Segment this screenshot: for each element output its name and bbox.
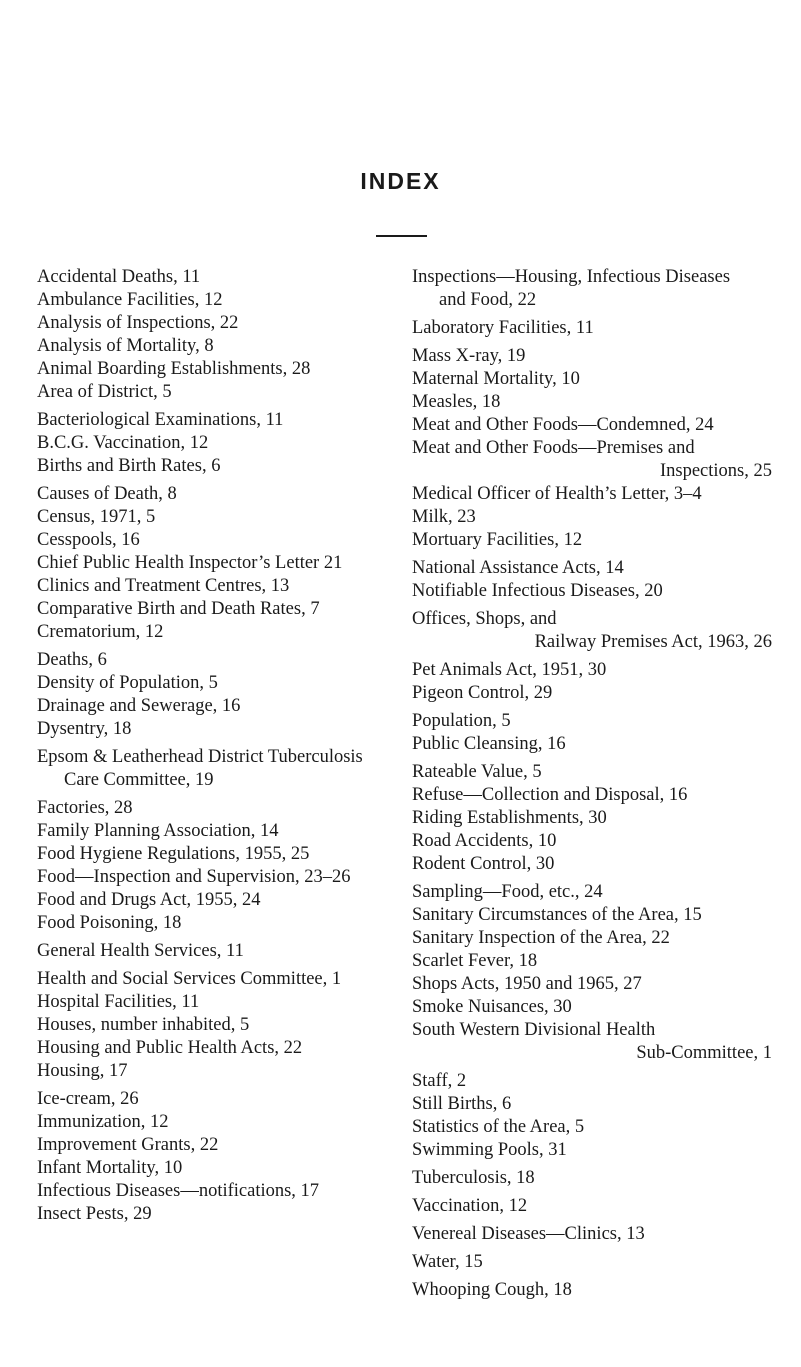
index-entry [412,345,772,368]
index-entry [412,414,772,437]
index-entry-text: Improvement Grants, 22 [37,1135,219,1155]
index-entry-text: Sanitary Circumstances of the Area, 15 [412,905,702,925]
index-entry [37,358,382,381]
index-entry [412,1195,772,1218]
index-entry-text: Water, 15 [412,1252,483,1272]
index-entry-text: Hospital Facilities, 11 [37,992,200,1012]
index-entry [412,1093,772,1116]
index-entry-text: Housing and Public Health Acts, 22 [37,1038,303,1058]
index-entry-continuation: Sub-Committee, 1 [636,1043,772,1063]
index-entry [37,381,382,404]
index-entry [37,746,382,792]
index-entry [412,830,772,853]
index-entry [412,996,772,1019]
index-entry-text: Smoke Nuisances, 30 [412,997,572,1017]
index-entry [412,784,772,807]
index-entry-text: Meat and Other Foods—Premises and [412,438,695,458]
index-column-left [37,266,382,1226]
index-entry-text: Bacteriological Examinations, 11 [37,410,284,430]
index-entry-text: Staff, 2 [412,1071,467,1091]
index-entry [37,991,382,1014]
index-entry-text: Dysentry, 18 [37,719,132,739]
index-entry-text: Medical Officer of Health’s Letter, 3–4 [412,484,702,504]
index-entry-text: National Assistance Acts, 14 [412,558,624,578]
index-entry [37,266,382,289]
index-entry [412,1139,772,1162]
index-entry [412,682,772,705]
index-entry-text: Census, 1971, 5 [37,507,156,527]
index-entry [37,695,382,718]
index-entry-text: South Western Divisional Health [412,1020,656,1040]
index-entry-text: Ambulance Facilities, 12 [37,290,223,310]
index-entry [37,621,382,644]
index-entry-text: Family Planning Association, 14 [37,821,279,841]
index-entry [37,1111,382,1134]
index-entry-text: Sampling—Food, etc., 24 [412,882,603,902]
index-entry-text: Food and Drugs Act, 1955, 24 [37,890,261,910]
index-entry-text: Ice-cream, 26 [37,1089,139,1109]
index-entry [412,973,772,996]
index-entry-text: Epsom & Leatherhead District Tuberculosis [37,747,363,767]
index-entry [37,889,382,912]
index-entry-text: Measles, 18 [412,392,501,412]
index-entry [412,1251,772,1274]
index-entry [37,1037,382,1060]
index-entry [412,391,772,414]
index-entry-text: Cesspools, 16 [37,530,140,550]
index-entry [412,483,772,506]
index-entry-text: Maternal Mortality, 10 [412,369,580,389]
index-entry-text: General Health Services, 11 [37,941,244,961]
index-entry [412,904,772,927]
index-entry [412,807,772,830]
index-entry-text: Food Hygiene Regulations, 1955, 25 [37,844,310,864]
index-entry-text: Housing, 17 [37,1061,128,1081]
index-entry-text: Analysis of Mortality, 8 [37,336,214,356]
index-entry [37,718,382,741]
index-entry [412,608,772,654]
index-entry-text: Statistics of the Area, 5 [412,1117,585,1137]
index-entry-text: Density of Population, 5 [37,673,218,693]
index-entry [37,1134,382,1157]
index-entry [412,557,772,580]
index-entry [37,575,382,598]
index-entry [37,1203,382,1226]
index-entry [412,761,772,784]
index-entry-text: Drainage and Sewerage, 16 [37,696,241,716]
index-entry-text: Mortuary Facilities, 12 [412,530,583,550]
index-entry [412,927,772,950]
index-entry-text: Pet Animals Act, 1951, 30 [412,660,607,680]
index-entry [412,437,772,483]
index-entry-text: Road Accidents, 10 [412,831,557,851]
index-entry-text: Laboratory Facilities, 11 [412,318,594,338]
index-entry [412,1167,772,1190]
index-entry-text: Analysis of Inspections, 22 [37,313,239,333]
index-entry-text: Meat and Other Foods—Condemned, 24 [412,415,714,435]
index-entry [37,843,382,866]
index-entry [37,455,382,478]
index-entry-text: Deaths, 6 [37,650,107,670]
index-entry [412,950,772,973]
index-entry [37,866,382,889]
index-entry [37,1014,382,1037]
index-entry [412,368,772,391]
index-entry [412,266,772,312]
index-entry [412,1070,772,1093]
index-entry-text: Riding Establishments, 30 [412,808,607,828]
index-entry [37,797,382,820]
index-entry [412,710,772,733]
index-entry [37,335,382,358]
index-entry-text: Animal Boarding Establishments, 28 [37,359,311,379]
index-entry [37,529,382,552]
index-entry-text: Food—Inspection and Supervision, 23–26 [37,867,351,887]
index-entry [412,580,772,603]
index-entry [37,1157,382,1180]
index-entry-text: Rodent Control, 30 [412,854,555,874]
index-entry-text: Venereal Diseases—Clinics, 13 [412,1224,645,1244]
index-entry-text: Mass X-ray, 19 [412,346,526,366]
index-entry-continuation: Railway Premises Act, 1963, 26 [534,632,772,652]
index-entry-text: Rateable Value, 5 [412,762,542,782]
index-entry [37,598,382,621]
index-entry-text: Sanitary Inspection of the Area, 22 [412,928,670,948]
index-entry [37,506,382,529]
index-entry-text: Scarlet Fever, 18 [412,951,538,971]
index-entry [37,1088,382,1111]
index-entry [37,483,382,506]
index-column-right [412,266,772,1302]
index-entry [412,853,772,876]
index-entry [412,1279,772,1302]
index-entry-text: Births and Birth Rates, 6 [37,456,221,476]
index-entry [37,289,382,312]
index-entry-text: Health and Social Services Committee, 1 [37,969,342,989]
index-entry-text: B.C.G. Vaccination, 12 [37,433,209,453]
index-entry [412,529,772,552]
index-entry-text: Milk, 23 [412,507,476,527]
index-entry [37,940,382,963]
index-entry [412,317,772,340]
index-entry-text: Chief Public Health Inspector’s Letter 21 [37,553,343,573]
index-entry-text: Notifiable Infectious Diseases, 20 [412,581,663,601]
page-title: INDEX [360,168,441,194]
index-entry-text: Area of District, 5 [37,382,172,402]
index-entry-continuation: Inspections, 25 [659,461,772,481]
index-entry-continuation: and Food, 22 [439,290,537,310]
index-entry [37,312,382,335]
index-entry-text: Pigeon Control, 29 [412,683,553,703]
index-entry-text: Whooping Cough, 18 [412,1280,572,1300]
index-entry [37,1060,382,1083]
index-entry [412,506,772,529]
index-entry [37,820,382,843]
index-entry [37,1180,382,1203]
index-entry-text: Public Cleansing, 16 [412,734,566,754]
index-entry-text: Insect Pests, 29 [37,1204,152,1224]
index-entry [412,1116,772,1139]
index-entry-text: Shops Acts, 1950 and 1965, 27 [412,974,642,994]
index-entry-text: Infant Mortality, 10 [37,1158,183,1178]
index-entry-continuation: Care Committee, 19 [64,770,214,790]
index-entry [37,552,382,575]
index-entry-text: Swimming Pools, 31 [412,1140,567,1160]
index-entry [37,912,382,935]
index-entry [37,409,382,432]
index-entry [37,649,382,672]
index-entry [412,659,772,682]
index-entry-text: Still Births, 6 [412,1094,512,1114]
title-rule [376,235,427,237]
index-entry-text: Causes of Death, 8 [37,484,177,504]
index-entry [412,733,772,756]
index-entry-text: Tuberculosis, 18 [412,1168,535,1188]
index-entry-text: Food Poisoning, 18 [37,913,182,933]
index-entry-text: Refuse—Collection and Disposal, 16 [412,785,688,805]
index-entry-text: Accidental Deaths, 11 [37,267,201,287]
index-entry-text: Clinics and Treatment Centres, 13 [37,576,290,596]
index-entry-text: Vaccination, 12 [412,1196,528,1216]
index-entry-text: Population, 5 [412,711,511,731]
index-entry-text: Houses, number inhabited, 5 [37,1015,250,1035]
index-entry-text: Crematorium, 12 [37,622,164,642]
index-entry [37,672,382,695]
index-entry-text: Comparative Birth and Death Rates, 7 [37,599,320,619]
index-entry-text: Factories, 28 [37,798,133,818]
index-entry [412,1019,772,1065]
index-entry-text: Infectious Diseases—notifications, 17 [37,1181,320,1201]
index-entry-text: Inspections—Housing, Infectious Diseases [412,267,731,287]
index-entry-text: Offices, Shops, and [412,609,557,629]
index-entry-text: Immunization, 12 [37,1112,169,1132]
index-entry [37,968,382,991]
index-entry [37,432,382,455]
index-entry [412,881,772,904]
index-entry [412,1223,772,1246]
